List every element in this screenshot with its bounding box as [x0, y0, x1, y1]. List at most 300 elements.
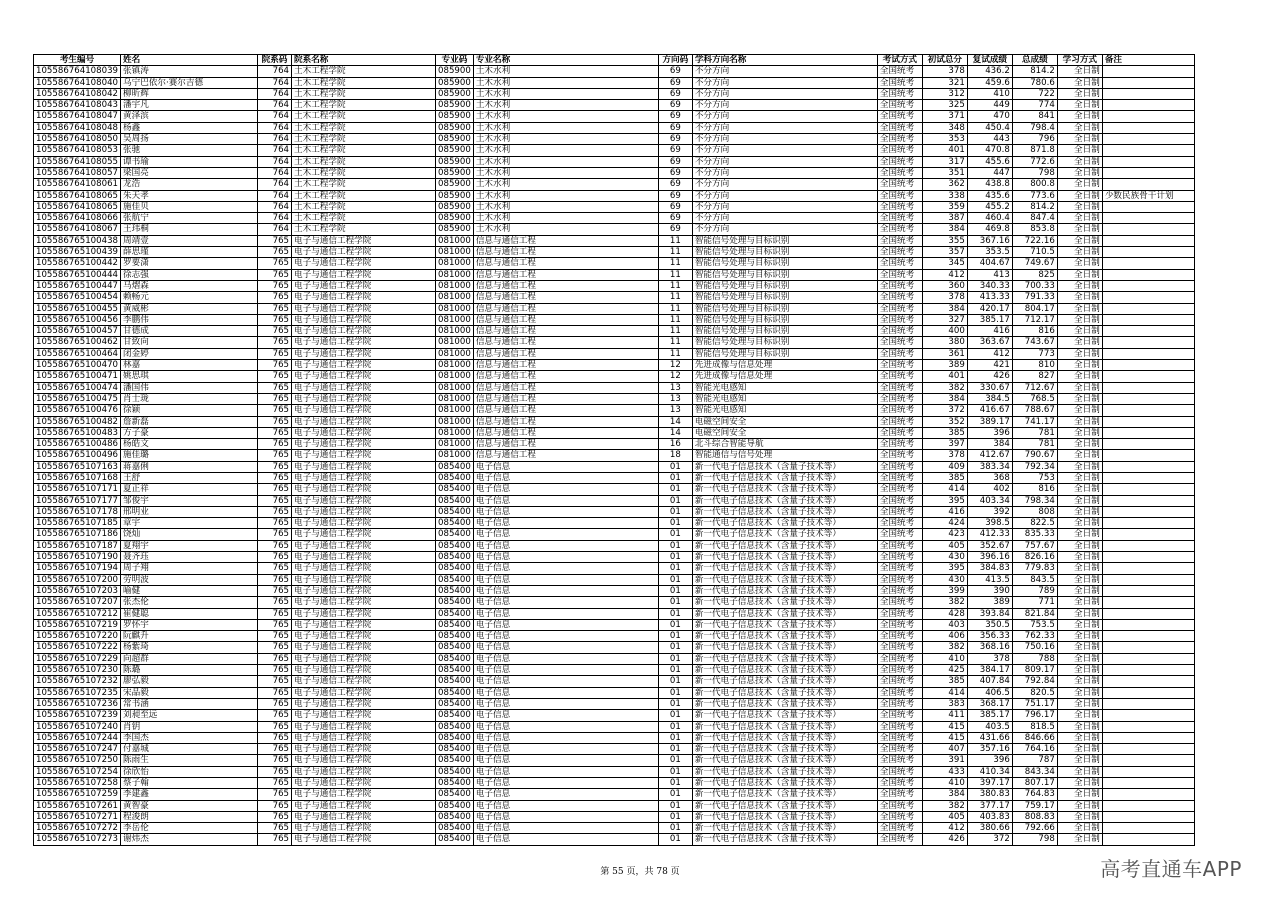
cell-name: 谢炜杰	[121, 834, 258, 845]
table-row	[34, 631, 1195, 642]
cell-exam-mode: 全国统考	[877, 111, 922, 122]
cell-major-code: 081000	[436, 360, 474, 371]
cell-dept-code: 764	[258, 167, 292, 178]
cell-exam-id: 105586764108039	[34, 66, 121, 77]
cell-major-code: 085400	[436, 642, 474, 653]
cell-exam-id: 105586764108055	[34, 156, 121, 167]
cell-initial-score: 355	[922, 235, 967, 246]
cell-exam-id: 105586765107194	[34, 563, 121, 574]
cell-exam-mode: 全国统考	[877, 778, 922, 789]
cell-remark	[1102, 439, 1194, 450]
cell-study-mode: 全日制	[1057, 247, 1102, 258]
cell-dept-name: 电子与通信工程学院	[292, 427, 436, 438]
cell-major-code: 085400	[436, 540, 474, 551]
cell-dept-name: 电子与通信工程学院	[292, 439, 436, 450]
cell-total-score: 818.5	[1012, 721, 1057, 732]
table-row	[34, 382, 1195, 393]
table-row	[34, 529, 1195, 540]
cell-name: 崔健聪	[121, 608, 258, 619]
cell-total-score: 816	[1012, 484, 1057, 495]
cell-initial-score: 405	[922, 811, 967, 822]
cell-initial-score: 400	[922, 326, 967, 337]
cell-exam-id: 105586765100444	[34, 269, 121, 280]
cell-remark	[1102, 789, 1194, 800]
cell-major-code: 085400	[436, 631, 474, 642]
cell-name: 谭书瑜	[121, 156, 258, 167]
header-dept-code: 院系码	[258, 55, 292, 66]
cell-total-score: 853.8	[1012, 224, 1057, 235]
cell-study-mode: 全日制	[1057, 744, 1102, 755]
cell-remark	[1102, 179, 1194, 190]
cell-dept-code: 765	[258, 755, 292, 766]
cell-direction-name: 新一代电子信息技术（含量子技术等）	[692, 484, 877, 495]
admission-list-table	[33, 54, 1195, 846]
cell-retest-score: 455.6	[967, 156, 1012, 167]
cell-direction-name: 新一代电子信息技术（含量子技术等）	[692, 472, 877, 483]
header-exam-mode: 考试方式	[877, 55, 922, 66]
cell-exam-mode: 全国统考	[877, 156, 922, 167]
cell-exam-mode: 全国统考	[877, 337, 922, 348]
cell-exam-id: 105586765100438	[34, 235, 121, 246]
cell-direction-code: 11	[658, 235, 692, 246]
cell-major-name: 电子信息	[473, 563, 658, 574]
cell-direction-code: 11	[658, 258, 692, 269]
cell-major-code: 081000	[436, 303, 474, 314]
cell-study-mode: 全日制	[1057, 755, 1102, 766]
cell-study-mode: 全日制	[1057, 77, 1102, 88]
cell-remark	[1102, 122, 1194, 133]
cell-direction-name: 新一代电子信息技术（含量子技术等）	[692, 698, 877, 709]
cell-remark	[1102, 303, 1194, 314]
cell-exam-mode: 全国统考	[877, 789, 922, 800]
cell-direction-name: 智能信号处理与目标识别	[692, 326, 877, 337]
table-row	[34, 88, 1195, 99]
cell-direction-name: 不分方向	[692, 145, 877, 156]
cell-total-score: 841	[1012, 111, 1057, 122]
table-row	[34, 100, 1195, 111]
cell-direction-name: 新一代电子信息技术（含量子技术等）	[692, 744, 877, 755]
cell-direction-name: 新一代电子信息技术（含量子技术等）	[692, 778, 877, 789]
cell-exam-mode: 全国统考	[877, 755, 922, 766]
cell-total-score: 773.6	[1012, 190, 1057, 201]
cell-exam-mode: 全国统考	[877, 608, 922, 619]
cell-total-score: 804.17	[1012, 303, 1057, 314]
cell-direction-code: 69	[658, 111, 692, 122]
cell-dept-name: 电子与通信工程学院	[292, 665, 436, 676]
cell-exam-id: 105586765107247	[34, 744, 121, 755]
header-retest-score: 复试成绩	[967, 55, 1012, 66]
cell-exam-mode: 全国统考	[877, 393, 922, 404]
cell-direction-name: 新一代电子信息技术（含量子技术等）	[692, 789, 877, 800]
cell-dept-name: 电子与通信工程学院	[292, 823, 436, 834]
cell-dept-name: 土木工程学院	[292, 111, 436, 122]
cell-initial-score: 382	[922, 800, 967, 811]
cell-remark	[1102, 698, 1194, 709]
cell-exam-mode: 全国统考	[877, 710, 922, 721]
table-row	[34, 337, 1195, 348]
cell-total-score: 847.4	[1012, 213, 1057, 224]
cell-direction-code: 11	[658, 326, 692, 337]
cell-exam-mode: 全国统考	[877, 574, 922, 585]
table-row	[34, 552, 1195, 563]
table-row	[34, 800, 1195, 811]
cell-study-mode: 全日制	[1057, 405, 1102, 416]
cell-name: 杨紫琦	[121, 642, 258, 653]
table-row	[34, 665, 1195, 676]
cell-retest-score: 459.6	[967, 77, 1012, 88]
cell-direction-code: 01	[658, 732, 692, 743]
cell-exam-mode: 全国统考	[877, 506, 922, 517]
cell-dept-code: 765	[258, 811, 292, 822]
cell-direction-name: 不分方向	[692, 213, 877, 224]
cell-study-mode: 全日制	[1057, 665, 1102, 676]
cell-major-code: 085400	[436, 687, 474, 698]
cell-total-score: 843.34	[1012, 766, 1057, 777]
cell-total-score: 808.83	[1012, 811, 1057, 822]
cell-initial-score: 321	[922, 77, 967, 88]
cell-retest-score: 447	[967, 167, 1012, 178]
cell-total-score: 749.67	[1012, 258, 1057, 269]
cell-major-name: 土木水利	[473, 88, 658, 99]
cell-name: 李鹏伟	[121, 314, 258, 325]
cell-retest-score: 406.5	[967, 687, 1012, 698]
cell-exam-mode: 全国统考	[877, 145, 922, 156]
cell-retest-score: 397.17	[967, 778, 1012, 789]
cell-dept-code: 764	[258, 111, 292, 122]
cell-direction-code: 01	[658, 619, 692, 630]
cell-exam-id: 105586765107207	[34, 597, 121, 608]
cell-total-score: 821.84	[1012, 608, 1057, 619]
cell-name: 向超群	[121, 653, 258, 664]
header-remark: 备注	[1102, 55, 1194, 66]
cell-dept-name: 电子与通信工程学院	[292, 744, 436, 755]
cell-exam-mode: 全国统考	[877, 439, 922, 450]
cell-retest-score: 413	[967, 269, 1012, 280]
cell-initial-score: 312	[922, 88, 967, 99]
cell-initial-score: 401	[922, 371, 967, 382]
cell-major-code: 081000	[436, 292, 474, 303]
cell-retest-score: 403.83	[967, 811, 1012, 822]
cell-major-name: 信息与通信工程	[473, 247, 658, 258]
cell-major-code: 081000	[436, 405, 474, 416]
cell-dept-code: 765	[258, 563, 292, 574]
table-row	[34, 405, 1195, 416]
cell-retest-score: 363.67	[967, 337, 1012, 348]
cell-name: 薛思瑾	[121, 247, 258, 258]
cell-exam-id: 105586765107232	[34, 676, 121, 687]
cell-retest-score: 407.84	[967, 676, 1012, 687]
cell-total-score: 762.33	[1012, 631, 1057, 642]
cell-major-code: 085400	[436, 461, 474, 472]
cell-dept-name: 土木工程学院	[292, 190, 436, 201]
cell-dept-name: 电子与通信工程学院	[292, 450, 436, 461]
cell-exam-id: 105586764108050	[34, 134, 121, 145]
cell-dept-name: 电子与通信工程学院	[292, 574, 436, 585]
cell-remark	[1102, 461, 1194, 472]
cell-remark	[1102, 348, 1194, 359]
cell-major-code: 085900	[436, 122, 474, 133]
cell-name: 黄泽滨	[121, 111, 258, 122]
cell-retest-score: 357.16	[967, 744, 1012, 755]
cell-remark	[1102, 800, 1194, 811]
cell-direction-name: 不分方向	[692, 111, 877, 122]
cell-name: 朱天孝	[121, 190, 258, 201]
cell-major-code: 085400	[436, 472, 474, 483]
cell-initial-score: 409	[922, 461, 967, 472]
cell-name: 方子豪	[121, 427, 258, 438]
cell-study-mode: 全日制	[1057, 122, 1102, 133]
cell-major-name: 电子信息	[473, 755, 658, 766]
cell-exam-id: 105586765107220	[34, 631, 121, 642]
cell-exam-mode: 全国统考	[877, 585, 922, 596]
cell-major-name: 电子信息	[473, 744, 658, 755]
cell-remark	[1102, 495, 1194, 506]
cell-exam-mode: 全国统考	[877, 687, 922, 698]
cell-exam-mode: 全国统考	[877, 416, 922, 427]
cell-name: 罗要潇	[121, 258, 258, 269]
cell-dept-name: 电子与通信工程学院	[292, 766, 436, 777]
cell-total-score: 827	[1012, 371, 1057, 382]
cell-name: 阮麒升	[121, 631, 258, 642]
cell-remark	[1102, 337, 1194, 348]
cell-dept-name: 电子与通信工程学院	[292, 495, 436, 506]
cell-total-score: 722	[1012, 88, 1057, 99]
cell-dept-code: 765	[258, 823, 292, 834]
cell-major-name: 电子信息	[473, 574, 658, 585]
cell-initial-score: 412	[922, 823, 967, 834]
cell-major-code: 085400	[436, 766, 474, 777]
cell-remark	[1102, 732, 1194, 743]
cell-exam-id: 105586764108040	[34, 77, 121, 88]
cell-retest-score: 368.17	[967, 698, 1012, 709]
cell-dept-name: 电子与通信工程学院	[292, 405, 436, 416]
cell-study-mode: 全日制	[1057, 597, 1102, 608]
cell-total-score: 792.84	[1012, 676, 1057, 687]
header-exam-id: 考生编号	[34, 55, 121, 66]
cell-direction-name: 新一代电子信息技术（含量子技术等）	[692, 495, 877, 506]
cell-major-code: 085900	[436, 179, 474, 190]
table-row	[34, 518, 1195, 529]
cell-total-score: 798.34	[1012, 495, 1057, 506]
cell-dept-code: 765	[258, 619, 292, 630]
cell-dept-code: 765	[258, 608, 292, 619]
table-row	[34, 77, 1195, 88]
cell-study-mode: 全日制	[1057, 518, 1102, 529]
cell-name: 闭金婷	[121, 348, 258, 359]
cell-direction-code: 69	[658, 190, 692, 201]
cell-major-name: 电子信息	[473, 552, 658, 563]
cell-major-name: 电子信息	[473, 721, 658, 732]
cell-initial-score: 360	[922, 280, 967, 291]
cell-dept-code: 764	[258, 122, 292, 133]
cell-initial-score: 384	[922, 789, 967, 800]
cell-retest-score: 435.6	[967, 190, 1012, 201]
cell-exam-id: 105586765100439	[34, 247, 121, 258]
cell-initial-score: 382	[922, 597, 967, 608]
table-row	[34, 574, 1195, 585]
cell-major-name: 土木水利	[473, 66, 658, 77]
cell-exam-id: 105586765107187	[34, 540, 121, 551]
cell-total-score: 710.5	[1012, 247, 1057, 258]
cell-initial-score: 384	[922, 303, 967, 314]
cell-exam-id: 105586764108042	[34, 88, 121, 99]
cell-major-code: 085400	[436, 721, 474, 732]
cell-direction-code: 01	[658, 585, 692, 596]
cell-remark	[1102, 156, 1194, 167]
cell-name: 甘德成	[121, 326, 258, 337]
table-row	[34, 201, 1195, 212]
cell-total-score: 810	[1012, 360, 1057, 371]
cell-name: 潘国伟	[121, 382, 258, 393]
cell-retest-score: 404.67	[967, 258, 1012, 269]
cell-exam-id: 105586765100464	[34, 348, 121, 359]
cell-dept-name: 电子与通信工程学院	[292, 280, 436, 291]
cell-total-score: 753	[1012, 472, 1057, 483]
cell-total-score: 772.6	[1012, 156, 1057, 167]
cell-major-code: 085900	[436, 100, 474, 111]
cell-exam-mode: 全国统考	[877, 472, 922, 483]
cell-direction-name: 新一代电子信息技术（含量子技术等）	[692, 642, 877, 653]
cell-major-code: 085900	[436, 77, 474, 88]
cell-exam-id: 105586765107244	[34, 732, 121, 743]
table-row	[34, 235, 1195, 246]
cell-study-mode: 全日制	[1057, 642, 1102, 653]
cell-total-score: 809.17	[1012, 665, 1057, 676]
cell-direction-code: 69	[658, 122, 692, 133]
cell-retest-score: 396.16	[967, 552, 1012, 563]
cell-major-code: 081000	[436, 258, 474, 269]
cell-study-mode: 全日制	[1057, 619, 1102, 630]
cell-total-score: 781	[1012, 439, 1057, 450]
cell-direction-code: 12	[658, 360, 692, 371]
cell-dept-name: 电子与通信工程学院	[292, 360, 436, 371]
cell-exam-id: 105586765107258	[34, 778, 121, 789]
cell-dept-code: 764	[258, 77, 292, 88]
cell-exam-id: 105586765100456	[34, 314, 121, 325]
cell-initial-score: 423	[922, 529, 967, 540]
cell-name: 饶灿	[121, 529, 258, 540]
cell-exam-mode: 全国统考	[877, 326, 922, 337]
cell-major-code: 085400	[436, 506, 474, 517]
cell-retest-score: 460.4	[967, 213, 1012, 224]
cell-name: 乌宁巴依尔·赛尔吉德	[121, 77, 258, 88]
cell-retest-score: 368	[967, 472, 1012, 483]
cell-direction-name: 智能信号处理与目标识别	[692, 269, 877, 280]
cell-remark	[1102, 100, 1194, 111]
cell-major-code: 085900	[436, 66, 474, 77]
cell-dept-code: 764	[258, 156, 292, 167]
cell-retest-score: 416	[967, 326, 1012, 337]
cell-initial-score: 382	[922, 382, 967, 393]
cell-direction-name: 新一代电子信息技术（含量子技术等）	[692, 574, 877, 585]
cell-major-code: 085400	[436, 529, 474, 540]
cell-major-name: 电子信息	[473, 778, 658, 789]
cell-initial-score: 384	[922, 393, 967, 404]
cell-major-name: 信息与通信工程	[473, 292, 658, 303]
cell-major-name: 土木水利	[473, 100, 658, 111]
cell-direction-name: 不分方向	[692, 201, 877, 212]
cell-major-name: 电子信息	[473, 766, 658, 777]
cell-exam-mode: 全国统考	[877, 134, 922, 145]
cell-remark	[1102, 269, 1194, 280]
cell-major-code: 085400	[436, 574, 474, 585]
cell-study-mode: 全日制	[1057, 608, 1102, 619]
cell-direction-code: 69	[658, 77, 692, 88]
cell-exam-id: 105586764108057	[34, 167, 121, 178]
cell-dept-name: 电子与通信工程学院	[292, 314, 436, 325]
cell-exam-id: 105586765107171	[34, 484, 121, 495]
cell-major-code: 085400	[436, 778, 474, 789]
cell-remark	[1102, 360, 1194, 371]
cell-direction-code: 69	[658, 179, 692, 190]
cell-exam-mode: 全国统考	[877, 744, 922, 755]
cell-major-code: 085900	[436, 134, 474, 145]
cell-name: 李建鑫	[121, 789, 258, 800]
cell-direction-code: 18	[658, 450, 692, 461]
cell-exam-id: 105586764108066	[34, 213, 121, 224]
cell-remark	[1102, 540, 1194, 551]
cell-dept-code: 765	[258, 676, 292, 687]
cell-exam-id: 105586764108048	[34, 122, 121, 133]
cell-retest-score: 416.67	[967, 405, 1012, 416]
cell-dept-name: 电子与通信工程学院	[292, 619, 436, 630]
cell-direction-name: 不分方向	[692, 134, 877, 145]
cell-dept-name: 电子与通信工程学院	[292, 529, 436, 540]
cell-total-score: 768.5	[1012, 393, 1057, 404]
cell-direction-code: 01	[658, 563, 692, 574]
cell-retest-score: 396	[967, 755, 1012, 766]
cell-initial-score: 406	[922, 631, 967, 642]
cell-direction-code: 13	[658, 393, 692, 404]
cell-total-score: 779.83	[1012, 563, 1057, 574]
cell-major-code: 081000	[436, 427, 474, 438]
cell-initial-score: 389	[922, 360, 967, 371]
cell-study-mode: 全日制	[1057, 269, 1102, 280]
cell-study-mode: 全日制	[1057, 495, 1102, 506]
cell-dept-code: 765	[258, 834, 292, 845]
cell-initial-score: 357	[922, 247, 967, 258]
cell-initial-score: 410	[922, 653, 967, 664]
cell-dept-name: 电子与通信工程学院	[292, 597, 436, 608]
cell-major-name: 电子信息	[473, 710, 658, 721]
cell-direction-name: 新一代电子信息技术（含量子技术等）	[692, 721, 877, 732]
cell-dept-code: 764	[258, 190, 292, 201]
cell-study-mode: 全日制	[1057, 326, 1102, 337]
cell-dept-name: 土木工程学院	[292, 213, 436, 224]
cell-direction-code: 11	[658, 337, 692, 348]
cell-study-mode: 全日制	[1057, 156, 1102, 167]
cell-direction-name: 电磁空间安全	[692, 427, 877, 438]
cell-major-code: 085400	[436, 653, 474, 664]
cell-total-score: 816	[1012, 326, 1057, 337]
cell-study-mode: 全日制	[1057, 710, 1102, 721]
table-row	[34, 269, 1195, 280]
cell-initial-score: 414	[922, 484, 967, 495]
cell-direction-name: 不分方向	[692, 179, 877, 190]
cell-study-mode: 全日制	[1057, 778, 1102, 789]
table-row	[34, 676, 1195, 687]
table-row	[34, 823, 1195, 834]
cell-remark	[1102, 834, 1194, 845]
cell-dept-code: 765	[258, 314, 292, 325]
cell-name: 章宇	[121, 518, 258, 529]
cell-direction-code: 69	[658, 100, 692, 111]
cell-dept-code: 765	[258, 303, 292, 314]
cell-dept-name: 电子与通信工程学院	[292, 472, 436, 483]
cell-direction-code: 01	[658, 687, 692, 698]
cell-remark	[1102, 721, 1194, 732]
cell-major-code: 081000	[436, 280, 474, 291]
